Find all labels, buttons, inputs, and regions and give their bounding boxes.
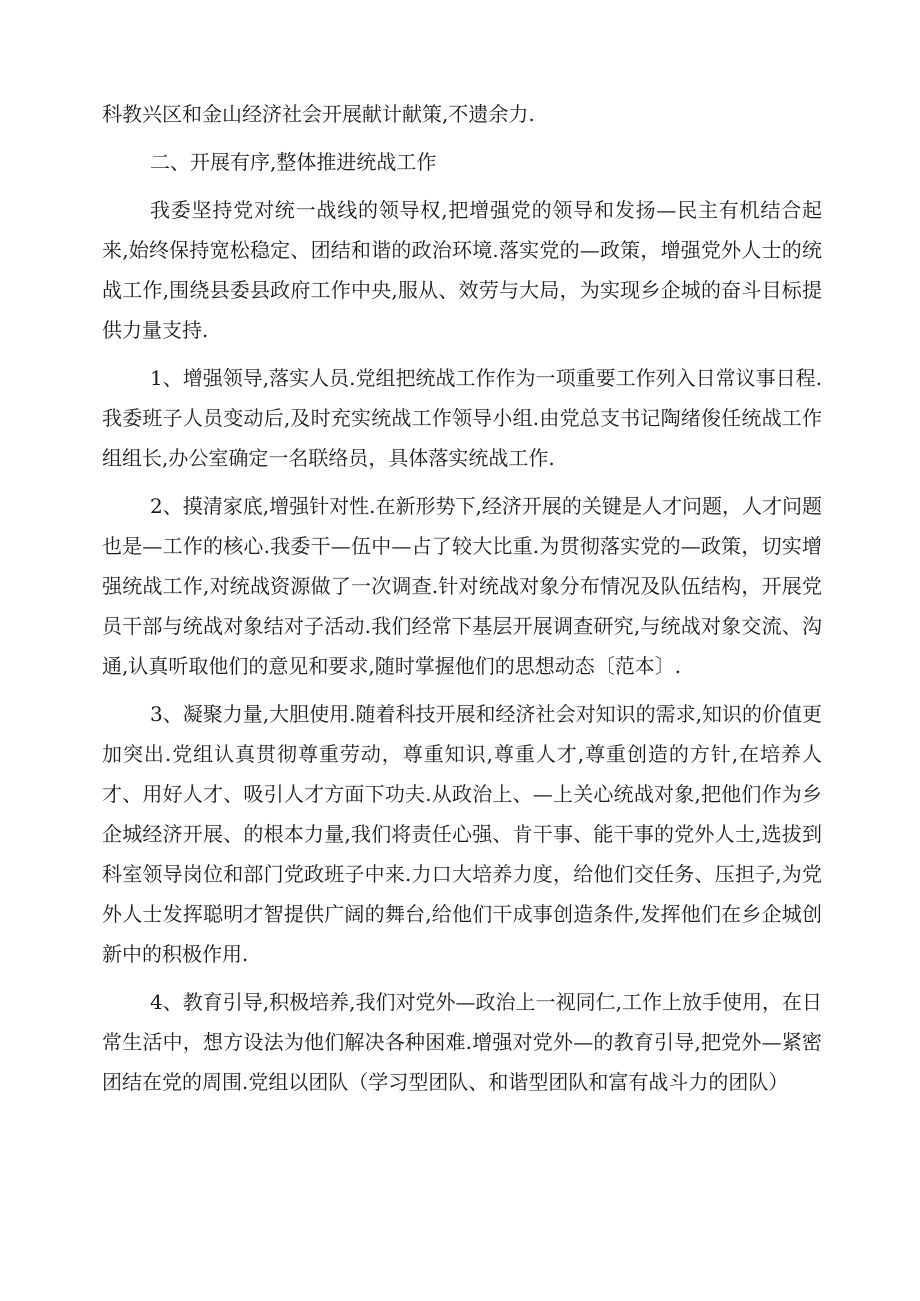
document-body [102,94,822,1102]
section-heading: 二、开展有序,整体推进统战工作 [150,150,437,174]
paragraph-intro: 我委坚持党对统一战线的领导权,把增强党的领导和发扬—民主有机结合起来,始终保持宽松稳定、团结和谐的政治环境.落实党的—政策，增强党外人士的统战工作,围绕县委县政府工作中央,服从、效劳与大局，为实现乡企城的奋斗目标提供力量支持. [102,198,822,342]
paragraph-item-3: 3、凝聚力量,大胆使用.随着科技开展和经济社会对知识的需求,知识的价值更加突出.党组认真贯彻尊重劳动，尊重知识,尊重人才,尊重创造的方针,在培养人才、用好人才、吸引人才方面下功夫.从政治上、—上关心统战对象,把他们作为乡企城经济开展、的根本力量,我们将责任心强、肯干事、能干事的党外人士,选拔到科室领导岗位和部门党政班子中来.力口大培养力度，给他们交任务、压担子,为党外人士发挥聪明才智提供广阔的舞台,给他们干成事创造条件,发挥他们在乡企城创新中的积极作用. [102,702,822,966]
paragraph-item-4: 4、教育引导,积极培养,我们对党外—政治上一视同仁,工作上放手使用，在日常生活中，想方设法为他们解决各种困难.增强对党外—的教育引导,把党外—紧密团结在党的周围.党组以团队（学习型团队、和谐型团队和富有战斗力的团队） [102,990,822,1094]
paragraph-continuation: 科教兴区和金山经济社会开展献计献策,不遗余力. [102,102,535,126]
paragraph-item-2: 2、摸清家底,增强针对性.在新形势下,经济开展的关键是人才问题，人才问题也是—工作的核心.我委干—伍中—占了较大比重.为贯彻落实党的—政策，切实增强统战工作,对统战资源做了一次调查.针对统战对象分布情况及队伍结构，开展党员干部与统战对象结对子活动.我们经常下基层开展调查研究,与统战对象交流、沟通,认真听取他们的意见和要求,随时掌握他们的思想动态〔范本〕. [102,494,822,678]
paragraph-item-1: 1、增强领导,落实人员.党组把统战工作作为一项重要工作列入日常议事日程.我委班子人员变动后,及时充实统战工作领导小组.由党总支书记陶绪俊任统战工作组组长,办公室确定一名联络员，具体落实统战工作. [102,366,822,470]
